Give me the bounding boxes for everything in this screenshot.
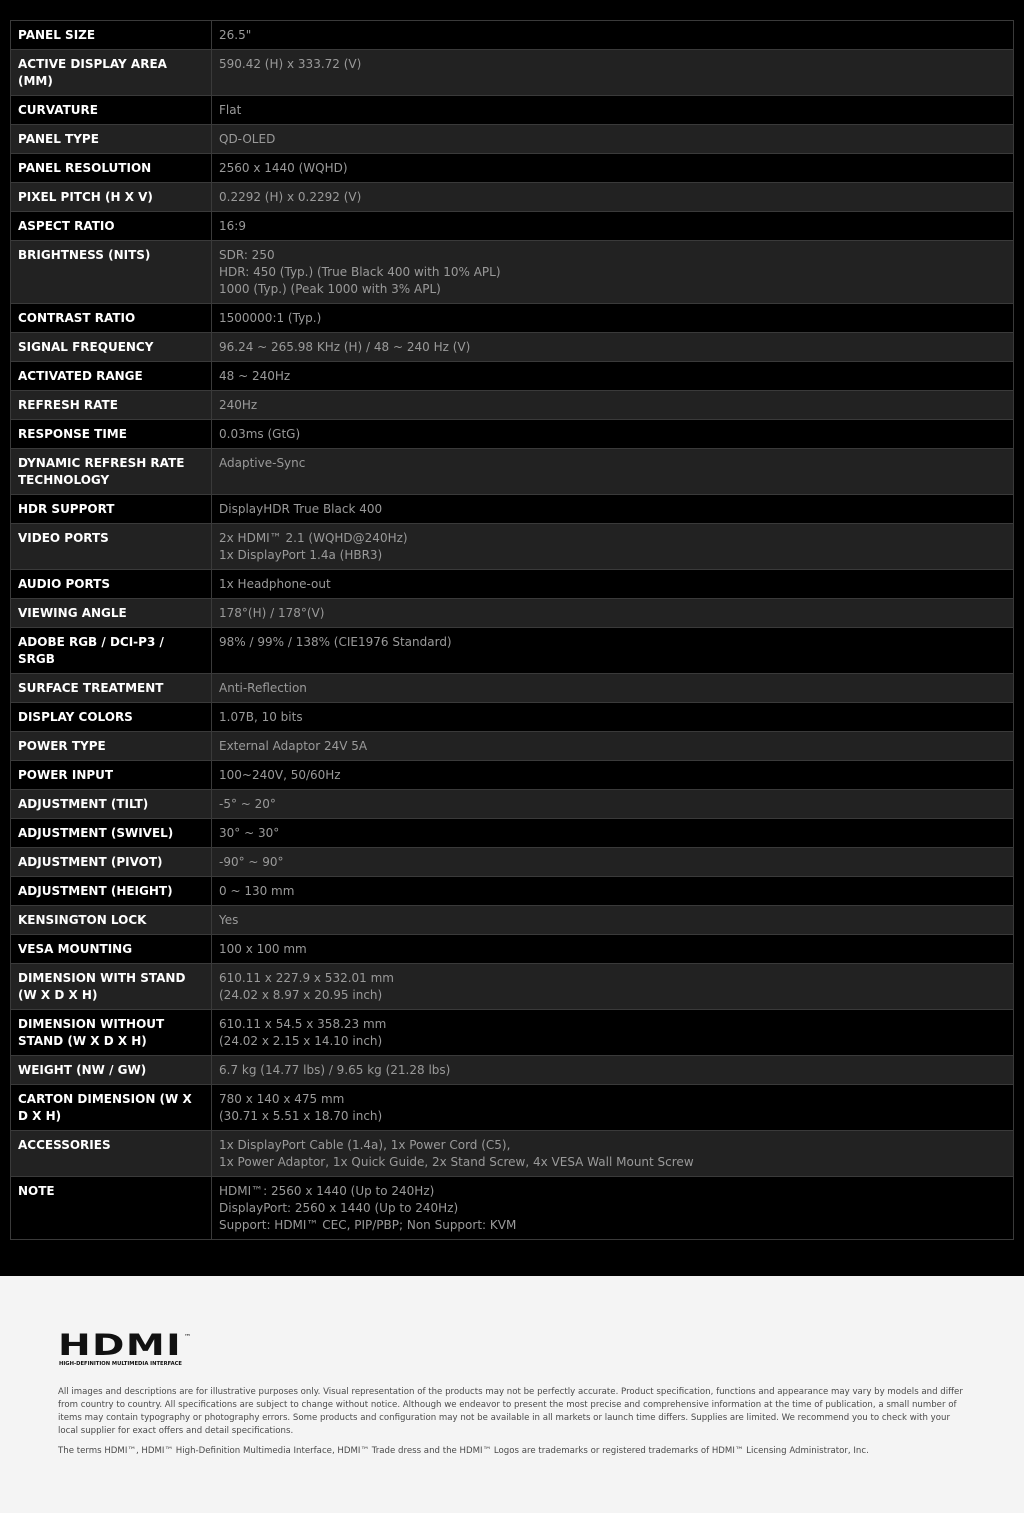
spec-value-line: 240Hz xyxy=(219,398,258,412)
spec-table xyxy=(10,20,1014,1240)
spec-value xyxy=(212,125,1014,154)
spec-row xyxy=(11,304,1014,333)
spec-label: PANEL SIZE xyxy=(11,21,212,50)
spec-row xyxy=(11,449,1014,495)
spec-row xyxy=(11,96,1014,125)
spec-value-line: 1x DisplayPort Cable (1.4a), 1x Power Cord (C5), xyxy=(219,1138,511,1152)
spec-label: NOTE xyxy=(11,1177,212,1240)
spec-row xyxy=(11,761,1014,790)
hdmi-logo-subtitle: HIGH-DEFINITION MULTIMEDIA INTERFACE xyxy=(59,1361,183,1367)
spec-value-line: 1x DisplayPort 1.4a (HBR3) xyxy=(219,548,383,562)
spec-value xyxy=(212,524,1014,570)
spec-value-line: 0.2292 (H) x 0.2292 (V) xyxy=(219,190,362,204)
spec-value xyxy=(212,212,1014,241)
disclaimer-text: All images and descriptions are for illustrative purposes only. Visual representation of the products may not be perfectly accurate. Product specification, functions and appearance may vary by models and differ from country to country. All specifications are subject to change without notice. Although we endeavor to present the most precise and comprehensive information at the time of publication, a small number of items may contain typography or photography errors. Some products and configuration may not be available in all markets or launch time differs. Supplies are limited. We recommend you to check with your local supplier for exact offers and detail specifications. xyxy=(58,1387,963,1436)
spec-label: ADJUSTMENT (TILT) xyxy=(11,790,212,819)
spec-value-line: 1500000:1 (Typ.) xyxy=(219,311,322,325)
spec-label: ACTIVE DISPLAY AREA (MM) xyxy=(11,50,212,96)
spec-label: PANEL RESOLUTION xyxy=(11,154,212,183)
spec-value-line: 780 x 140 x 475 mm xyxy=(219,1092,345,1106)
spec-value-line: -5° ~ 20° xyxy=(219,797,276,811)
spec-value-line: 590.42 (H) x 333.72 (V) xyxy=(219,57,362,71)
spec-row xyxy=(11,1085,1014,1131)
spec-value-line: 2560 x 1440 (WQHD) xyxy=(219,161,348,175)
spec-label: DYNAMIC REFRESH RATE TECHNOLOGY xyxy=(11,449,212,495)
spec-row xyxy=(11,391,1014,420)
spec-value-line: (24.02 x 2.15 x 14.10 inch) xyxy=(219,1034,383,1048)
spec-label: PANEL TYPE xyxy=(11,125,212,154)
spec-value-line: 178°(H) / 178°(V) xyxy=(219,606,325,620)
spec-value xyxy=(212,790,1014,819)
spec-label: POWER INPUT xyxy=(11,761,212,790)
spec-row xyxy=(11,848,1014,877)
hdmi-logo xyxy=(58,1331,198,1367)
trademark-text: The terms HDMI™, HDMI™ High-Definition Multimedia Interface, HDMI™ Trade dress and the HDMI™ Logos are trademarks or registered trademarks of HDMI™ Licensing Administrator, Inc. xyxy=(58,1446,869,1456)
spec-label: DISPLAY COLORS xyxy=(11,703,212,732)
spec-value xyxy=(212,732,1014,761)
spec-row xyxy=(11,877,1014,906)
spec-value-line: QD-OLED xyxy=(219,132,276,146)
hdmi-logo-tm: ™ xyxy=(184,1333,191,1341)
footer xyxy=(0,1276,1024,1513)
spec-value xyxy=(212,1056,1014,1085)
spec-value xyxy=(212,96,1014,125)
spec-label: ACTIVATED RANGE xyxy=(11,362,212,391)
spec-value-line: Flat xyxy=(219,103,242,117)
spec-value xyxy=(212,391,1014,420)
spec-value-line: 0 ~ 130 mm xyxy=(219,884,295,898)
spec-row xyxy=(11,935,1014,964)
spec-value-line: 48 ~ 240Hz xyxy=(219,369,291,383)
spec-value xyxy=(212,964,1014,1010)
spec-value xyxy=(212,906,1014,935)
spec-value xyxy=(212,1131,1014,1177)
spec-label: ADOBE RGB / DCI-P3 / SRGB xyxy=(11,628,212,674)
spec-value xyxy=(212,848,1014,877)
spec-value-line: Yes xyxy=(219,913,239,927)
spec-value-line: 16:9 xyxy=(219,219,246,233)
spec-label: PIXEL PITCH (H X V) xyxy=(11,183,212,212)
spec-row xyxy=(11,790,1014,819)
hdmi-logo-wordmark: HDMI xyxy=(58,1331,182,1362)
spec-label: POWER TYPE xyxy=(11,732,212,761)
spec-value-line: 98% / 99% / 138% (CIE1976 Standard) xyxy=(219,635,452,649)
spec-label: VIEWING ANGLE xyxy=(11,599,212,628)
spec-row xyxy=(11,154,1014,183)
spec-label: ADJUSTMENT (SWIVEL) xyxy=(11,819,212,848)
spec-value xyxy=(212,674,1014,703)
spec-label: SURFACE TREATMENT xyxy=(11,674,212,703)
spec-value-line: (24.02 x 8.97 x 20.95 inch) xyxy=(219,988,383,1002)
spec-row xyxy=(11,964,1014,1010)
spec-value xyxy=(212,877,1014,906)
spec-value xyxy=(212,362,1014,391)
spec-value-line: DisplayHDR True Black 400 xyxy=(219,502,383,516)
spec-row xyxy=(11,125,1014,154)
spec-row xyxy=(11,570,1014,599)
spec-value-line: SDR: 250 xyxy=(219,248,275,262)
spec-value xyxy=(212,304,1014,333)
spec-row xyxy=(11,599,1014,628)
spec-row xyxy=(11,212,1014,241)
spec-value-line: Anti-Reflection xyxy=(219,681,307,695)
spec-label: CURVATURE xyxy=(11,96,212,125)
spec-row xyxy=(11,703,1014,732)
spec-value-line: (30.71 x 5.51 x 18.70 inch) xyxy=(219,1109,383,1123)
spec-value-line: 96.24 ~ 265.98 KHz (H) / 48 ~ 240 Hz (V) xyxy=(219,340,471,354)
spec-label: CARTON DIMENSION (W X D X H) xyxy=(11,1085,212,1131)
spec-value-line: 1x Power Adaptor, 1x Quick Guide, 2x Stand Screw, 4x VESA Wall Mount Screw xyxy=(219,1155,694,1169)
spec-value xyxy=(212,761,1014,790)
spec-value-line: 100~240V, 50/60Hz xyxy=(219,768,341,782)
spec-value xyxy=(212,703,1014,732)
spec-row xyxy=(11,1056,1014,1085)
spec-label: KENSINGTON LOCK xyxy=(11,906,212,935)
spec-value-line: 26.5" xyxy=(219,28,252,42)
spec-label: DIMENSION WITH STAND (W X D X H) xyxy=(11,964,212,1010)
spec-row xyxy=(11,1177,1014,1240)
spec-row xyxy=(11,495,1014,524)
spec-value xyxy=(212,241,1014,304)
spec-table-body xyxy=(11,21,1014,1240)
spec-row xyxy=(11,183,1014,212)
spec-value-line: HDR: 450 (Typ.) (True Black 400 with 10% APL) xyxy=(219,265,501,279)
spec-value xyxy=(212,183,1014,212)
hdmi-logo-graphic xyxy=(58,1331,198,1367)
spec-value-line: 2x HDMI™ 2.1 (WQHD@240Hz) xyxy=(219,531,408,545)
spec-value-line: 610.11 x 54.5 x 358.23 mm xyxy=(219,1017,387,1031)
spec-value xyxy=(212,449,1014,495)
spec-label: VIDEO PORTS xyxy=(11,524,212,570)
spec-label: ADJUSTMENT (HEIGHT) xyxy=(11,877,212,906)
spec-label: HDR SUPPORT xyxy=(11,495,212,524)
spec-label: ACCESSORIES xyxy=(11,1131,212,1177)
spec-value-line: External Adaptor 24V 5A xyxy=(219,739,368,753)
spec-row xyxy=(11,1010,1014,1056)
spec-value xyxy=(212,21,1014,50)
spec-label: SIGNAL FREQUENCY xyxy=(11,333,212,362)
spec-label: REFRESH RATE xyxy=(11,391,212,420)
spec-value-line: DisplayPort: 2560 x 1440 (Up to 240Hz) xyxy=(219,1201,459,1215)
spec-label: ADJUSTMENT (PIVOT) xyxy=(11,848,212,877)
spec-value-line: HDMI™: 2560 x 1440 (Up to 240Hz) xyxy=(219,1184,435,1198)
spec-value-line: Adaptive-Sync xyxy=(219,456,306,470)
spec-row xyxy=(11,21,1014,50)
spec-label: DIMENSION WITHOUT STAND (W X D X H) xyxy=(11,1010,212,1056)
spec-value-line: 100 x 100 mm xyxy=(219,942,307,956)
spec-label: RESPONSE TIME xyxy=(11,420,212,449)
spec-value-line: 1x Headphone-out xyxy=(219,577,331,591)
spec-label: CONTRAST RATIO xyxy=(11,304,212,333)
spec-value-line: 0.03ms (GtG) xyxy=(219,427,301,441)
spec-value-line: 6.7 kg (14.77 lbs) / 9.65 kg (21.28 lbs) xyxy=(219,1063,451,1077)
spec-value-line: -90° ~ 90° xyxy=(219,855,284,869)
spec-row xyxy=(11,524,1014,570)
spec-value-line: 1.07B, 10 bits xyxy=(219,710,303,724)
spec-row xyxy=(11,333,1014,362)
spec-label: VESA MOUNTING xyxy=(11,935,212,964)
spec-value-line: 610.11 x 227.9 x 532.01 mm xyxy=(219,971,394,985)
spec-label: AUDIO PORTS xyxy=(11,570,212,599)
spec-row xyxy=(11,628,1014,674)
spec-value xyxy=(212,570,1014,599)
spec-value xyxy=(212,154,1014,183)
spec-label: BRIGHTNESS (NITS) xyxy=(11,241,212,304)
spec-value xyxy=(212,50,1014,96)
spec-row xyxy=(11,241,1014,304)
spec-row xyxy=(11,420,1014,449)
spec-value-line: Support: HDMI™ CEC, PIP/PBP; Non Support: KVM xyxy=(219,1218,517,1232)
spec-row xyxy=(11,906,1014,935)
spec-label: WEIGHT (NW / GW) xyxy=(11,1056,212,1085)
spec-row xyxy=(11,674,1014,703)
spec-row xyxy=(11,50,1014,96)
spec-value xyxy=(212,935,1014,964)
spec-value xyxy=(212,819,1014,848)
spec-value-line: 30° ~ 30° xyxy=(219,826,280,840)
spec-row xyxy=(11,732,1014,761)
spec-value xyxy=(212,495,1014,524)
spec-row xyxy=(11,362,1014,391)
spec-value-line: 1000 (Typ.) (Peak 1000 with 3% APL) xyxy=(219,282,441,296)
spec-value xyxy=(212,1085,1014,1131)
spec-value xyxy=(212,1177,1014,1240)
spec-row xyxy=(11,1131,1014,1177)
spec-row xyxy=(11,819,1014,848)
spec-value xyxy=(212,333,1014,362)
spec-value xyxy=(212,599,1014,628)
spec-value xyxy=(212,1010,1014,1056)
spec-value xyxy=(212,628,1014,674)
spec-value xyxy=(212,420,1014,449)
spec-label: ASPECT RATIO xyxy=(11,212,212,241)
